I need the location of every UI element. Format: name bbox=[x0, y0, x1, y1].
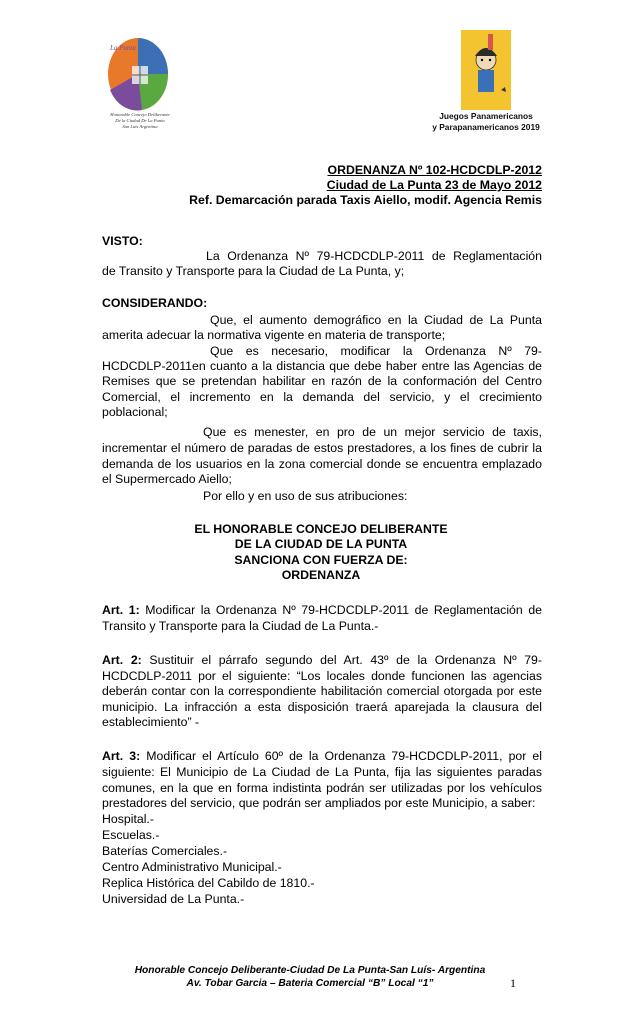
logo-arc-text: La Punta bbox=[110, 44, 136, 52]
ordenanza-reference: Ref. Demarcación parada Taxis Aiello, modif. Agencia Remis bbox=[189, 193, 542, 207]
article-2-line: HCDCDLP-2011 por el siguiente: “Los locales donde funcionen las agencias bbox=[102, 669, 542, 683]
considerando-line: el Supermercado Aiello; bbox=[102, 472, 232, 486]
visto-line: de Transito y Transporte para la Ciudad de La Punta, y; bbox=[102, 264, 405, 278]
article-3-line: siguiente: El Municipio de La Ciudad de La Punta, fija las siguientes paradas bbox=[102, 765, 542, 779]
article-2-line: deberán contar con la correspondiente habilitación comercial otorgada por este bbox=[102, 684, 542, 698]
considerando-line: Que es menester, en pro de un mejor servicio de taxis, bbox=[203, 425, 542, 439]
considerando-line: poblacional; bbox=[102, 405, 168, 419]
article-3-line bbox=[102, 749, 542, 764]
sanciona-line: DE LA CIUDAD DE LA PUNTA bbox=[234, 537, 408, 551]
article-2-line: establecimiento” - bbox=[102, 715, 200, 729]
footer-line: Honorable Concejo Deliberante-Ciudad De La Punta-San Luís- Argentina bbox=[134, 965, 486, 976]
parada-list-item: Centro Administrativo Municipal.- bbox=[102, 860, 282, 874]
panamerican-caption bbox=[426, 111, 546, 132]
ordenanza-date: Ciudad de La Punta 23 de Mayo 2012 bbox=[326, 178, 542, 192]
council-logo bbox=[102, 30, 177, 120]
visto-heading: VISTO: bbox=[102, 234, 143, 248]
parada-list-item: Baterías Comerciales.- bbox=[102, 844, 228, 858]
considerando-line: incrementar el número de paradas de estos prestadores, a los fines de cubrir la bbox=[102, 441, 542, 455]
considerando-line: demanda de los usuarios en la zona comercial donde se encuentra emplazado bbox=[102, 457, 542, 471]
considerando-line: Que, el aumento demográfico en la Ciudad de La Punta bbox=[210, 313, 542, 327]
article-3-line: prestadores del servicio, que podrán ser ampliados por este Municipio, a saber: bbox=[102, 796, 536, 810]
parada-list-item: Escuelas.- bbox=[102, 828, 160, 842]
article-1-text: Modificar la Ordenanza Nº 79-HCDCDLP-2011 de Reglamentación de bbox=[139, 603, 542, 617]
article-3-label: Art. 3: bbox=[102, 749, 141, 763]
ordenanza-number: ORDENANZA Nº 102-HCDCDLP-2012 bbox=[327, 163, 542, 177]
parada-list-item: Universidad de La Punta.- bbox=[102, 892, 245, 906]
article-1-line bbox=[102, 603, 542, 618]
considerando-line: Comercial, el incremento en la demanda del servicio, y el crecimiento bbox=[102, 390, 542, 404]
article-1-line: Transito y Transporte para la Ciudad de La Punta.- bbox=[102, 619, 379, 633]
sanciona-line: ORDENANZA bbox=[281, 568, 361, 582]
article-2-line bbox=[102, 653, 542, 668]
article-3-text: Modificar el Artículo 60º de la Ordenanza 79-HCDCDLP-2011, por el bbox=[140, 749, 542, 763]
logo-caption-line: De la Ciudad De La Punta bbox=[115, 118, 165, 123]
visto-line: La Ordenanza Nº 79-HCDCDLP-2011 de Reglamentación bbox=[206, 249, 542, 263]
article-1-label: Art. 1: bbox=[102, 603, 140, 617]
considerando-line: HCDCDLP-2011en cuanto a la distancia que debe haber entre las Agencias de bbox=[102, 359, 542, 373]
logo-caption-line: Honorable Concejo Deliberante bbox=[110, 112, 170, 117]
considerando-heading: CONSIDERANDO: bbox=[102, 296, 208, 310]
article-2-text: Sustituir el párrafo segundo del Art. 43º de la Ordenanza Nº 79- bbox=[141, 653, 542, 667]
panamerican-caption-line: Juegos Panamericanos bbox=[439, 111, 533, 121]
considerando-line: Que es necesario, modificar la Ordenanza Nº 79- bbox=[210, 344, 542, 358]
panamerican-games-logo bbox=[461, 30, 511, 110]
parada-list-item: Replica Histórica del Cabildo de 1810.- bbox=[102, 876, 315, 890]
page-number: 1 bbox=[510, 976, 516, 990]
considerando-line: Remises que se pretendan habilitar en razón de la conformación del Centro bbox=[102, 374, 542, 388]
panamerican-mascot-icon bbox=[461, 30, 511, 110]
council-logo-icon bbox=[102, 30, 177, 112]
panamerican-caption-line: y Parapanamericanos 2019 bbox=[432, 121, 540, 132]
article-3-line: comunes, en la que en forma indistinta podrán ser utilizadas por los vehículos bbox=[102, 781, 542, 795]
article-2-label: Art. 2: bbox=[102, 653, 142, 667]
considerando-line: amerita adecuar la normativa vigente en materia de transporte; bbox=[102, 328, 446, 342]
considerando-line: Por ello y en uso de sus atribuciones: bbox=[203, 489, 408, 503]
article-2-line: municipio. La infracción a esta disposición traerá aparejada la clausura del bbox=[102, 700, 542, 714]
sanciona-line: SANCIONA CON FUERZA DE: bbox=[234, 553, 408, 567]
logo-caption-line: San Luis Argentina bbox=[122, 124, 158, 129]
footer-line: Av. Tobar Garcia – Bateria Comercial “B” Local “1” bbox=[186, 978, 434, 989]
sanciona-line: EL HONORABLE CONCEJO DELIBERANTE bbox=[194, 522, 448, 536]
page-footer bbox=[60, 964, 560, 990]
parada-list-item: Hospital.- bbox=[102, 812, 154, 826]
council-logo-caption bbox=[100, 112, 180, 130]
